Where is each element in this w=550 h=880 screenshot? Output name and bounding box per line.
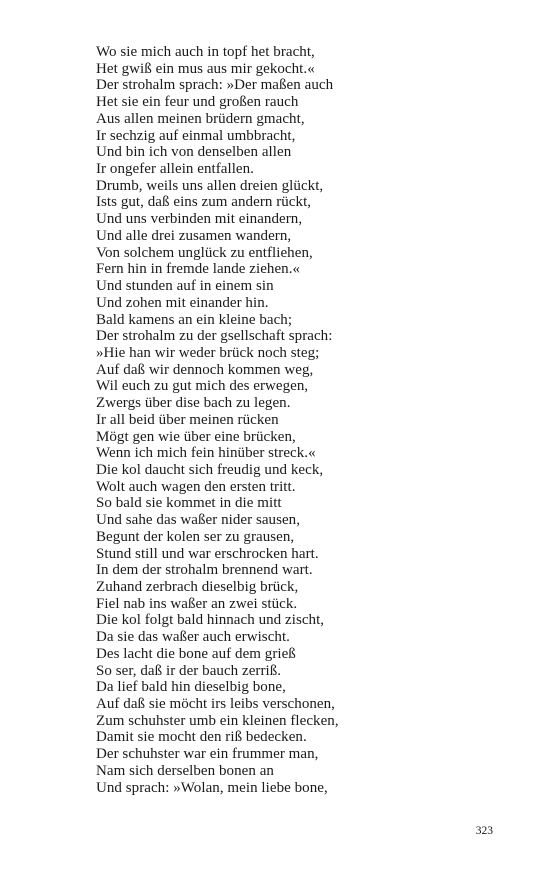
page-number: 323	[475, 825, 493, 837]
poem-line: Wenn ich mich fein hinüber streck.«	[96, 445, 316, 462]
poem-line: Begunt der kolen ser zu grausen,	[96, 528, 295, 545]
poem-line: Het sie ein feur und großen rauch	[96, 94, 299, 111]
poem-line: Ir ongefer allein entfallen.	[96, 161, 254, 178]
poem-line: Fern hin in fremde lande ziehen.«	[96, 261, 301, 278]
poem-line: Da lief bald hin dieselbig bone,	[96, 679, 286, 696]
poem-line: Fiel nab ins waßer an zwei stück.	[96, 595, 298, 612]
poem-line: Zwergs über dise bach zu legen.	[96, 395, 291, 412]
poem-line: In dem der strohalm brennend wart.	[96, 562, 313, 579]
poem-line: »Hie han wir weder brück noch steg;	[96, 344, 320, 361]
poem-line: Die kol folgt bald hinnach und zischt,	[96, 612, 325, 629]
poem-line: Mögt gen wie über eine brücken,	[96, 428, 296, 445]
poem-line: Damit sie mocht den riß bedecken.	[96, 729, 307, 746]
poem-line: So ser, daß ir der bauch zerriß.	[96, 662, 282, 679]
poem-text-block	[96, 44, 496, 796]
poem-line: Und bin ich von denselben allen	[96, 144, 292, 161]
poem-line: Ir sechzig auf einmal umbbracht,	[96, 127, 296, 144]
poem-line: Nam sich derselben bonen an	[96, 762, 274, 779]
poem-line: Het gwiß ein mus aus mir gekocht.«	[96, 60, 315, 77]
poem-line: Der schuhster war ein frummer man,	[96, 746, 319, 763]
poem-line: Bald kamens an ein kleine bach;	[96, 311, 293, 328]
poem-line: Ists gut, daß eins zum andern rückt,	[96, 194, 312, 211]
poem-line: Da sie das waßer auch erwischt.	[96, 629, 290, 646]
poem-line: Wolt auch wagen den ersten tritt.	[96, 478, 296, 495]
poem-line: Wil euch zu gut mich des erwegen,	[96, 378, 309, 395]
poem-line: Zuhand zerbrach dieselbig brück,	[96, 579, 299, 595]
poem-line: Drumb, weils uns allen dreien glückt,	[96, 177, 324, 194]
poem-line: Die kol daucht sich freudig und keck,	[96, 461, 324, 478]
poem-line: Und alle drei zusamen wandern,	[96, 227, 292, 244]
poem-line: Ir all beid über meinen rücken	[96, 411, 279, 428]
poem-line: Auf daß wir dennoch kommen weg,	[96, 361, 314, 378]
poem-line: Und sprach: »Wolan, mein liebe bone,	[96, 779, 328, 796]
poem-line: Und sahe das waßer nider sausen,	[96, 512, 301, 529]
poem-line: Zum schuhster umb ein kleinen flecken,	[96, 712, 339, 729]
poem-line: Und zohen mit einander hin.	[96, 294, 269, 311]
poem-line: Des lacht die bone auf dem grieß	[96, 645, 296, 662]
poem-line: Und uns verbinden mit einandern,	[96, 211, 303, 228]
poem-line: Der strohalm zu der gsellschaft sprach:	[96, 328, 333, 345]
poem-line: Auf daß sie möcht irs leibs verschonen,	[96, 696, 335, 713]
poem-line: So bald sie kommet in die mitt	[96, 495, 282, 512]
poem-line: Der strohalm sprach: »Der maßen auch	[96, 77, 334, 94]
poem-line: Von solchem unglück zu entfliehen,	[96, 244, 313, 261]
poem-line: Stund still und war erschrocken hart.	[96, 545, 319, 562]
poem-line: Aus allen meinen brüdern gmacht,	[96, 110, 305, 127]
poem-line: Und stunden auf in einem sin	[96, 278, 274, 295]
poem-line: Wo sie mich auch in topf het bracht,	[96, 44, 315, 60]
